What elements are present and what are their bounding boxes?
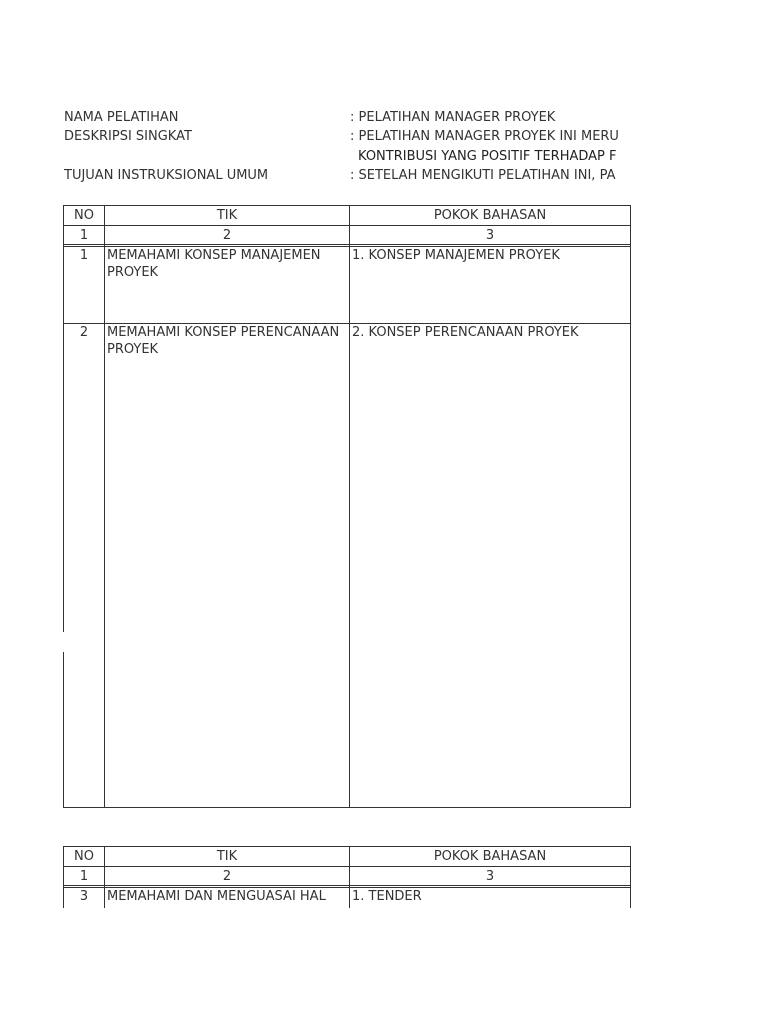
- row-no: 2: [64, 324, 105, 807]
- col-header-tik: TIK: [105, 206, 350, 226]
- table-1-header-row: [64, 206, 630, 226]
- row-no: 1: [64, 247, 105, 323]
- col-number-3: 3: [485, 869, 495, 884]
- table-row: [64, 247, 630, 323]
- border-gap: [62, 632, 65, 652]
- deskripsi-line2-clip: [358, 149, 632, 167]
- col-number-2: 2: [105, 226, 350, 246]
- nama-pelatihan-label: NAMA PELATIHAN: [64, 110, 179, 125]
- col-number-2: 2: [105, 867, 350, 887]
- row-no: 3: [64, 888, 105, 908]
- field-tujuan-instruksional-umum: [64, 168, 268, 183]
- tujuan-clip: [350, 168, 632, 186]
- col-header-no: NO: [64, 206, 105, 226]
- row-tik: MEMAHAMI DAN MENGUASAI HAL: [105, 888, 350, 908]
- field-deskripsi-singkat: [64, 129, 192, 144]
- tujuan-value: : SETELAH MENGIKUTI PELATIHAN INI, PA: [350, 168, 616, 183]
- deskripsi-singkat-value-line2: KONTRIBUSI YANG POSITIF TERHADAP F: [358, 149, 617, 164]
- table-1: [63, 205, 631, 808]
- deskripsi-line1-clip: [350, 129, 632, 147]
- nama-pelatihan-value: : PELATIHAN MANAGER PROYEK: [350, 110, 556, 125]
- table-1-number-row: [64, 226, 630, 246]
- col-header-tik: TIK: [105, 847, 350, 867]
- table-2-header-row: [64, 847, 630, 867]
- row-pokok-bahasan: 1. KONSEP MANAJEMEN PROYEK: [352, 248, 560, 263]
- row-tik: MEMAHAMI KONSEP MANAJEMEN PROYEK: [105, 247, 350, 323]
- deskripsi-singkat-label: DESKRIPSI SINGKAT: [64, 129, 192, 144]
- col-header-no: NO: [64, 847, 105, 867]
- col-number-3: 3: [485, 228, 495, 243]
- row-tik: MEMAHAMI KONSEP PERENCANAAN PROYEK: [105, 324, 350, 807]
- deskripsi-singkat-value-line1: : PELATIHAN MANAGER PROYEK INI MERU: [350, 129, 619, 144]
- col-number-1: 1: [64, 226, 105, 246]
- field-nama-pelatihan: [64, 110, 556, 125]
- table-row: [64, 888, 630, 908]
- table-2: [63, 846, 631, 908]
- table-2-number-row: [64, 867, 630, 887]
- row-pokok-bahasan: 1. TENDER: [352, 889, 422, 904]
- col-number-1: 1: [64, 867, 105, 887]
- col-header-pokok-bahasan: POKOK BAHASAN: [433, 208, 547, 223]
- tujuan-label: TUJUAN INSTRUKSIONAL UMUM: [64, 168, 269, 183]
- row-pokok-bahasan: 2. KONSEP PERENCANAAN PROYEK: [352, 325, 579, 340]
- col-header-pokok-bahasan: POKOK BAHASAN: [433, 849, 547, 864]
- table-row: [64, 324, 630, 807]
